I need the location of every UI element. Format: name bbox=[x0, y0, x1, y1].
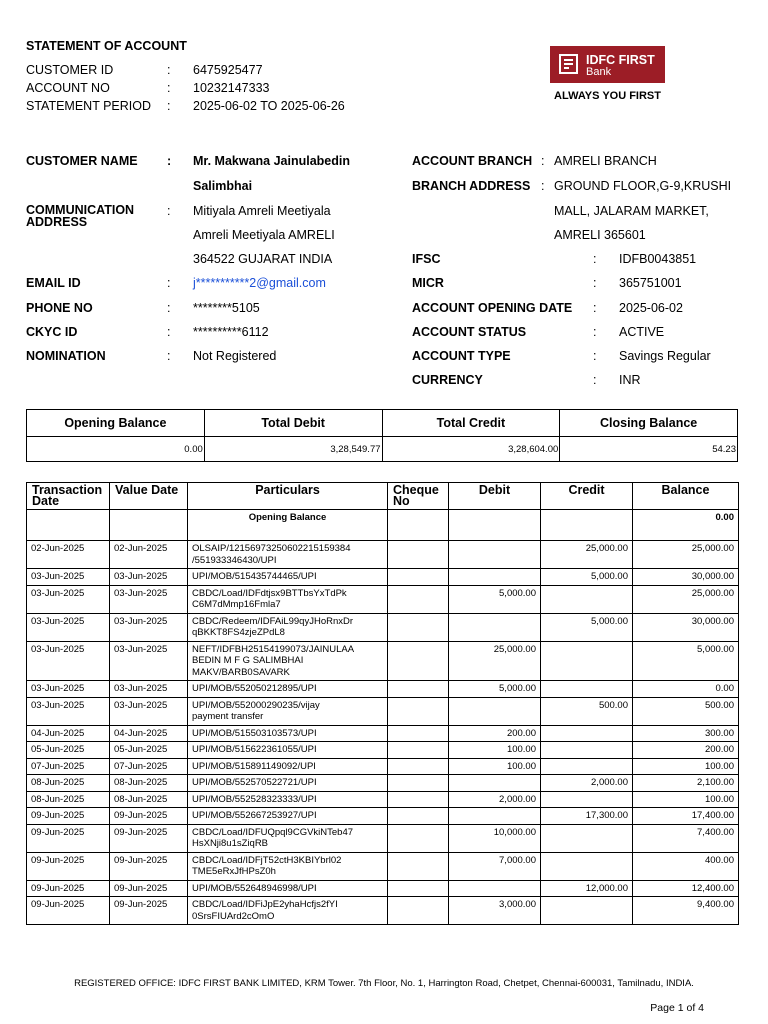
particulars-cell bbox=[188, 613, 388, 641]
value-date-cell: 03-Jun-2025 bbox=[110, 585, 188, 613]
txn-date-cell: 03-Jun-2025 bbox=[27, 613, 110, 641]
value-date-cell: 03-Jun-2025 bbox=[110, 569, 188, 586]
particulars-cell bbox=[188, 681, 388, 698]
particulars-line: UPI/MOB/515503103573/UPI bbox=[192, 727, 317, 739]
email-link[interactable]: j***********2@gmail.com bbox=[193, 276, 326, 290]
txn-date-cell: 07-Jun-2025 bbox=[27, 758, 110, 775]
value-date-cell: 03-Jun-2025 bbox=[110, 613, 188, 641]
particulars-line: UPI/MOB/552570522721/UPI bbox=[192, 777, 317, 788]
particulars-line: /551933346430/UPI bbox=[192, 554, 277, 566]
balance-cell: 25,000.00 bbox=[633, 585, 739, 613]
particulars-line: payment transfer bbox=[192, 711, 264, 722]
summary-header-credit: Total Credit bbox=[382, 410, 560, 437]
separator: : bbox=[593, 349, 597, 363]
balance-cell: 30,000.00 bbox=[633, 613, 739, 641]
credit-cell: 500.00 bbox=[541, 697, 633, 725]
particulars-cell bbox=[188, 569, 388, 586]
value-date-cell: 09-Jun-2025 bbox=[110, 897, 188, 925]
particulars-cell bbox=[188, 880, 388, 897]
debit-cell: 5,000.00 bbox=[449, 681, 541, 698]
separator: : bbox=[167, 349, 171, 363]
balance-cell: 300.00 bbox=[633, 725, 739, 742]
txn-date-cell: 03-Jun-2025 bbox=[27, 585, 110, 613]
credit-cell bbox=[541, 725, 633, 742]
particulars-line: TME5eRxJfHPsZ0h bbox=[192, 866, 276, 877]
nomination-value: Not Registered bbox=[193, 349, 277, 363]
logo-mark-icon bbox=[559, 54, 578, 74]
balance-cell: 200.00 bbox=[633, 742, 739, 759]
particulars-cell bbox=[188, 585, 388, 613]
cheque-no-cell bbox=[388, 824, 449, 852]
balance-cell: 7,400.00 bbox=[633, 824, 739, 852]
col-header-credit: Credit bbox=[541, 483, 633, 510]
debit-cell: 100.00 bbox=[449, 742, 541, 759]
particulars-line: qBKKT8FS4zjeZPdL8 bbox=[192, 627, 285, 638]
particulars-line: UPI/MOB/515891149092/UPI bbox=[192, 760, 316, 772]
particulars-line: CBDC/Load/IDFUQpql9CGVkiNTeb47 bbox=[192, 826, 354, 838]
balance-cell: 25,000.00 bbox=[633, 541, 739, 569]
address-line2: Amreli Meetiyala AMRELI bbox=[193, 228, 335, 242]
phone-label: PHONE NO bbox=[26, 301, 93, 315]
separator: : bbox=[167, 81, 171, 95]
balance-cell: 0.00 bbox=[633, 681, 739, 698]
balance-cell: 2,100.00 bbox=[633, 775, 739, 792]
branch-address-line1: GROUND FLOOR,G-9,KRUSHI bbox=[554, 179, 732, 193]
page-number: Page 1 of 4 bbox=[650, 1002, 704, 1014]
statement-period-value: 2025-06-02 TO 2025-06-26 bbox=[193, 99, 345, 113]
ifsc-value: IDFB0043851 bbox=[619, 252, 697, 266]
txn-date-cell: 03-Jun-2025 bbox=[27, 681, 110, 698]
table-row bbox=[27, 613, 739, 641]
cheque-no-cell bbox=[388, 681, 449, 698]
txn-date-cell: 03-Jun-2025 bbox=[27, 641, 110, 681]
table-row bbox=[27, 697, 739, 725]
txn-date-cell: 08-Jun-2025 bbox=[27, 791, 110, 808]
particulars-cell bbox=[188, 541, 388, 569]
txn-date-cell: 09-Jun-2025 bbox=[27, 880, 110, 897]
phone-value: ********5105 bbox=[193, 301, 260, 315]
col-header-balance: Balance bbox=[633, 483, 739, 510]
cheque-no-cell bbox=[388, 775, 449, 792]
opening-balance-value: 0.00 bbox=[633, 510, 739, 541]
summary-total-credit: 3,28,604.00 bbox=[382, 437, 560, 462]
table-row bbox=[27, 725, 739, 742]
account-opening-date-label: ACCOUNT OPENING DATE bbox=[412, 301, 573, 315]
table-row bbox=[27, 791, 739, 808]
address-line3: 364522 GUJARAT INDIA bbox=[193, 252, 333, 266]
value-date-cell: 07-Jun-2025 bbox=[110, 758, 188, 775]
account-branch-label: ACCOUNT BRANCH bbox=[412, 154, 533, 168]
particulars-cell bbox=[188, 824, 388, 852]
particulars-cell bbox=[188, 791, 388, 808]
credit-cell bbox=[541, 897, 633, 925]
table-row bbox=[27, 852, 739, 880]
balance-cell: 17,400.00 bbox=[633, 808, 739, 825]
value-date-cell: 02-Jun-2025 bbox=[110, 541, 188, 569]
balance-cell: 500.00 bbox=[633, 697, 739, 725]
particulars-line: UPI/MOB/552528323333/UPI bbox=[192, 793, 317, 805]
cheque-no-cell bbox=[388, 641, 449, 681]
credit-cell bbox=[541, 742, 633, 759]
separator: : bbox=[593, 325, 597, 339]
particulars-line: NEFT/IDFBH25154199073/JAINULAA bbox=[192, 643, 355, 655]
statement-period-label: STATEMENT PERIOD bbox=[26, 99, 152, 113]
value-date-cell: 09-Jun-2025 bbox=[110, 824, 188, 852]
debit-cell: 200.00 bbox=[449, 725, 541, 742]
separator: : bbox=[593, 276, 597, 290]
credit-cell: 25,000.00 bbox=[541, 541, 633, 569]
table-row bbox=[27, 808, 739, 825]
debit-cell: 2,000.00 bbox=[449, 791, 541, 808]
summary-header-debit: Total Debit bbox=[204, 410, 382, 437]
cheque-no-cell bbox=[388, 758, 449, 775]
cheque-no-cell bbox=[388, 613, 449, 641]
col-header-transaction-date: Transaction Date bbox=[27, 483, 110, 510]
address-line1: Mitiyala Amreli Meetiyala bbox=[193, 204, 331, 218]
credit-cell: 5,000.00 bbox=[541, 569, 633, 586]
value-date-cell: 05-Jun-2025 bbox=[110, 742, 188, 759]
txn-date-cell: 09-Jun-2025 bbox=[27, 852, 110, 880]
value-date-cell: 08-Jun-2025 bbox=[110, 775, 188, 792]
debit-cell bbox=[449, 775, 541, 792]
bank-logo bbox=[550, 46, 665, 83]
cheque-no-cell bbox=[388, 880, 449, 897]
communication-address-label: COMMUNICATION ADDRESS bbox=[26, 203, 135, 229]
particulars-cell bbox=[188, 758, 388, 775]
balance-cell: 9,400.00 bbox=[633, 897, 739, 925]
value-date-cell: 03-Jun-2025 bbox=[110, 697, 188, 725]
opening-balance-label: Opening Balance bbox=[188, 510, 388, 541]
customer-id-label: CUSTOMER ID bbox=[26, 63, 114, 77]
debit-cell bbox=[449, 569, 541, 586]
ckyc-label: CKYC ID bbox=[26, 325, 78, 339]
table-row bbox=[27, 681, 739, 698]
col-header-particulars: Particulars bbox=[188, 483, 388, 510]
debit-cell: 25,000.00 bbox=[449, 641, 541, 681]
summary-opening-balance: 0.00 bbox=[27, 437, 205, 462]
separator: : bbox=[541, 179, 545, 193]
debit-cell bbox=[449, 541, 541, 569]
debit-cell: 3,000.00 bbox=[449, 897, 541, 925]
txn-date-cell: 09-Jun-2025 bbox=[27, 897, 110, 925]
table-row bbox=[27, 569, 739, 586]
credit-cell bbox=[541, 758, 633, 775]
particulars-line: UPI/MOB/515435744465/UPI bbox=[192, 571, 317, 582]
micr-value: 365751001 bbox=[619, 276, 682, 290]
registered-office-footer: REGISTERED OFFICE: IDFC FIRST BANK LIMITED, KRM Tower. 7th Floor, No. 1, Harrington Road, Chetpet, Chennai-600031, Tamilnadu, INDIA. bbox=[74, 978, 694, 989]
cheque-no-cell bbox=[388, 725, 449, 742]
credit-cell bbox=[541, 641, 633, 681]
cheque-no-cell bbox=[388, 852, 449, 880]
credit-cell bbox=[541, 791, 633, 808]
particulars-line: 0SrsFIUArd2cOmO bbox=[192, 910, 275, 922]
cheque-no-cell bbox=[388, 697, 449, 725]
logo-brand-text: IDFC FIRST bbox=[586, 53, 655, 67]
cheque-no-cell bbox=[388, 897, 449, 925]
txn-date-cell: 03-Jun-2025 bbox=[27, 569, 110, 586]
particulars-cell bbox=[188, 897, 388, 925]
particulars-line: UPI/MOB/552648946998/UPI bbox=[192, 882, 317, 894]
txn-date-cell: 05-Jun-2025 bbox=[27, 742, 110, 759]
account-type-value: Savings Regular bbox=[619, 349, 711, 363]
separator: : bbox=[593, 301, 597, 315]
summary-header-opening: Opening Balance bbox=[27, 410, 205, 437]
separator: : bbox=[167, 301, 171, 315]
particulars-line: HsXNji8u1sZiqRB bbox=[192, 838, 269, 849]
statement-title: STATEMENT OF ACCOUNT bbox=[26, 39, 187, 53]
cheque-no-cell bbox=[388, 791, 449, 808]
balance-summary-table bbox=[26, 409, 738, 462]
particulars-line: MAKV/BARB0SAVARK bbox=[192, 666, 290, 678]
debit-cell: 10,000.00 bbox=[449, 824, 541, 852]
particulars-cell bbox=[188, 641, 388, 681]
account-opening-date-value: 2025-06-02 bbox=[619, 301, 683, 315]
debit-cell bbox=[449, 880, 541, 897]
balance-cell: 400.00 bbox=[633, 852, 739, 880]
customer-name-label: CUSTOMER NAME bbox=[26, 154, 138, 168]
account-type-label: ACCOUNT TYPE bbox=[412, 349, 511, 363]
balance-cell: 5,000.00 bbox=[633, 641, 739, 681]
particulars-line: BEDIN M F G SALIMBHAI bbox=[192, 655, 304, 666]
col-header-cheque-no: Cheque No bbox=[388, 483, 449, 510]
cheque-no-cell bbox=[388, 541, 449, 569]
table-row bbox=[27, 742, 739, 759]
debit-cell: 5,000.00 bbox=[449, 585, 541, 613]
cheque-no-cell bbox=[388, 742, 449, 759]
particulars-line: UPI/MOB/552000290235/vijay bbox=[192, 699, 320, 711]
particulars-cell bbox=[188, 742, 388, 759]
particulars-line: UPI/MOB/552667253927/UPI bbox=[192, 810, 317, 821]
branch-address-label: BRANCH ADDRESS bbox=[412, 179, 531, 193]
branch-address-line3: AMRELI 365601 bbox=[554, 228, 646, 242]
balance-cell: 100.00 bbox=[633, 758, 739, 775]
micr-label: MICR bbox=[412, 276, 444, 290]
logo-tagline: ALWAYS YOU FIRST bbox=[554, 90, 661, 102]
credit-cell: 5,000.00 bbox=[541, 613, 633, 641]
particulars-line: UPI/MOB/515622361055/UPI bbox=[192, 744, 317, 755]
txn-date-cell: 03-Jun-2025 bbox=[27, 697, 110, 725]
value-date-cell: 08-Jun-2025 bbox=[110, 791, 188, 808]
particulars-cell bbox=[188, 725, 388, 742]
opening-balance-row bbox=[27, 510, 739, 541]
account-no-label: ACCOUNT NO bbox=[26, 81, 110, 95]
email-label: EMAIL ID bbox=[26, 276, 81, 290]
transactions-table bbox=[26, 482, 739, 925]
account-no-value: 10232147333 bbox=[193, 81, 270, 95]
account-status-label: ACCOUNT STATUS bbox=[412, 325, 527, 339]
col-header-value-date: Value Date bbox=[110, 483, 188, 510]
cheque-no-cell bbox=[388, 569, 449, 586]
table-row bbox=[27, 641, 739, 681]
currency-value: INR bbox=[619, 373, 641, 387]
cheque-no-cell bbox=[388, 585, 449, 613]
ifsc-label: IFSC bbox=[412, 252, 441, 266]
credit-cell: 17,300.00 bbox=[541, 808, 633, 825]
value-date-cell: 09-Jun-2025 bbox=[110, 808, 188, 825]
table-row bbox=[27, 758, 739, 775]
cheque-no-cell bbox=[388, 808, 449, 825]
balance-cell: 30,000.00 bbox=[633, 569, 739, 586]
separator: : bbox=[167, 154, 172, 168]
table-row bbox=[27, 775, 739, 792]
credit-cell bbox=[541, 824, 633, 852]
summary-total-debit: 3,28,549.77 bbox=[204, 437, 382, 462]
particulars-line: C6M7dMmp16Fmla7 bbox=[192, 599, 281, 610]
table-row bbox=[27, 541, 739, 569]
particulars-line: CBDC/Load/IDFdtjsx9BTTbsYxTdPk bbox=[192, 587, 347, 599]
summary-header-closing: Closing Balance bbox=[560, 410, 738, 437]
credit-cell bbox=[541, 681, 633, 698]
particulars-cell bbox=[188, 852, 388, 880]
credit-cell: 12,000.00 bbox=[541, 880, 633, 897]
txn-date-cell: 08-Jun-2025 bbox=[27, 775, 110, 792]
balance-cell: 12,400.00 bbox=[633, 880, 739, 897]
customer-id-value: 6475925477 bbox=[193, 63, 263, 77]
separator: : bbox=[167, 276, 171, 290]
particulars-line: UPI/MOB/552050212895/UPI bbox=[192, 683, 317, 694]
txn-date-cell: 09-Jun-2025 bbox=[27, 808, 110, 825]
account-branch-value: AMRELI BRANCH bbox=[554, 154, 657, 168]
branch-address-line2: MALL, JALARAM MARKET, bbox=[554, 204, 709, 218]
col-header-debit: Debit bbox=[449, 483, 541, 510]
debit-cell bbox=[449, 697, 541, 725]
debit-cell: 100.00 bbox=[449, 758, 541, 775]
particulars-line: OLSAIP/121569732506022151593​84 bbox=[192, 543, 351, 554]
particulars-cell bbox=[188, 775, 388, 792]
table-row bbox=[27, 585, 739, 613]
credit-cell bbox=[541, 852, 633, 880]
balance-cell: 100.00 bbox=[633, 791, 739, 808]
separator: : bbox=[541, 154, 545, 168]
value-date-cell: 09-Jun-2025 bbox=[110, 852, 188, 880]
debit-cell: 7,000.00 bbox=[449, 852, 541, 880]
value-date-cell: 04-Jun-2025 bbox=[110, 725, 188, 742]
table-row bbox=[27, 880, 739, 897]
txn-date-cell: 09-Jun-2025 bbox=[27, 824, 110, 852]
value-date-cell: 09-Jun-2025 bbox=[110, 880, 188, 897]
particulars-line: CBDC/Redeem/IDFAiL99qyJHoRnxDr bbox=[192, 615, 354, 627]
credit-cell: 2,000.00 bbox=[541, 775, 633, 792]
logo-sub-text: Bank bbox=[586, 66, 612, 78]
account-status-value: ACTIVE bbox=[619, 325, 665, 339]
customer-name-line2: Salimbhai bbox=[193, 179, 253, 193]
table-row bbox=[27, 897, 739, 925]
summary-closing-balance: 54.23 bbox=[560, 437, 738, 462]
value-date-cell: 03-Jun-2025 bbox=[110, 681, 188, 698]
nomination-label: NOMINATION bbox=[26, 349, 106, 363]
separator: : bbox=[593, 373, 597, 387]
separator: : bbox=[593, 252, 597, 266]
txn-date-cell: 02-Jun-2025 bbox=[27, 541, 110, 569]
particulars-line: CBDC/Load/IDFjT52ctH3KBIYbrl02 bbox=[192, 854, 342, 866]
debit-cell bbox=[449, 613, 541, 641]
table-row bbox=[27, 824, 739, 852]
currency-label: CURRENCY bbox=[412, 373, 483, 387]
customer-name-line1: Mr. Makwana Jainulabedin bbox=[193, 154, 350, 168]
debit-cell bbox=[449, 808, 541, 825]
separator: : bbox=[167, 204, 171, 218]
txn-date-cell: 04-Jun-2025 bbox=[27, 725, 110, 742]
particulars-cell bbox=[188, 808, 388, 825]
ckyc-value: **********6112 bbox=[193, 325, 269, 339]
particulars-line: CBDC/Load/IDFiJpE2yhaHcfjs2fYI bbox=[192, 899, 338, 910]
separator: : bbox=[167, 325, 171, 339]
separator: : bbox=[167, 99, 171, 113]
separator: : bbox=[167, 63, 171, 77]
particulars-cell bbox=[188, 697, 388, 725]
credit-cell bbox=[541, 585, 633, 613]
value-date-cell: 03-Jun-2025 bbox=[110, 641, 188, 681]
